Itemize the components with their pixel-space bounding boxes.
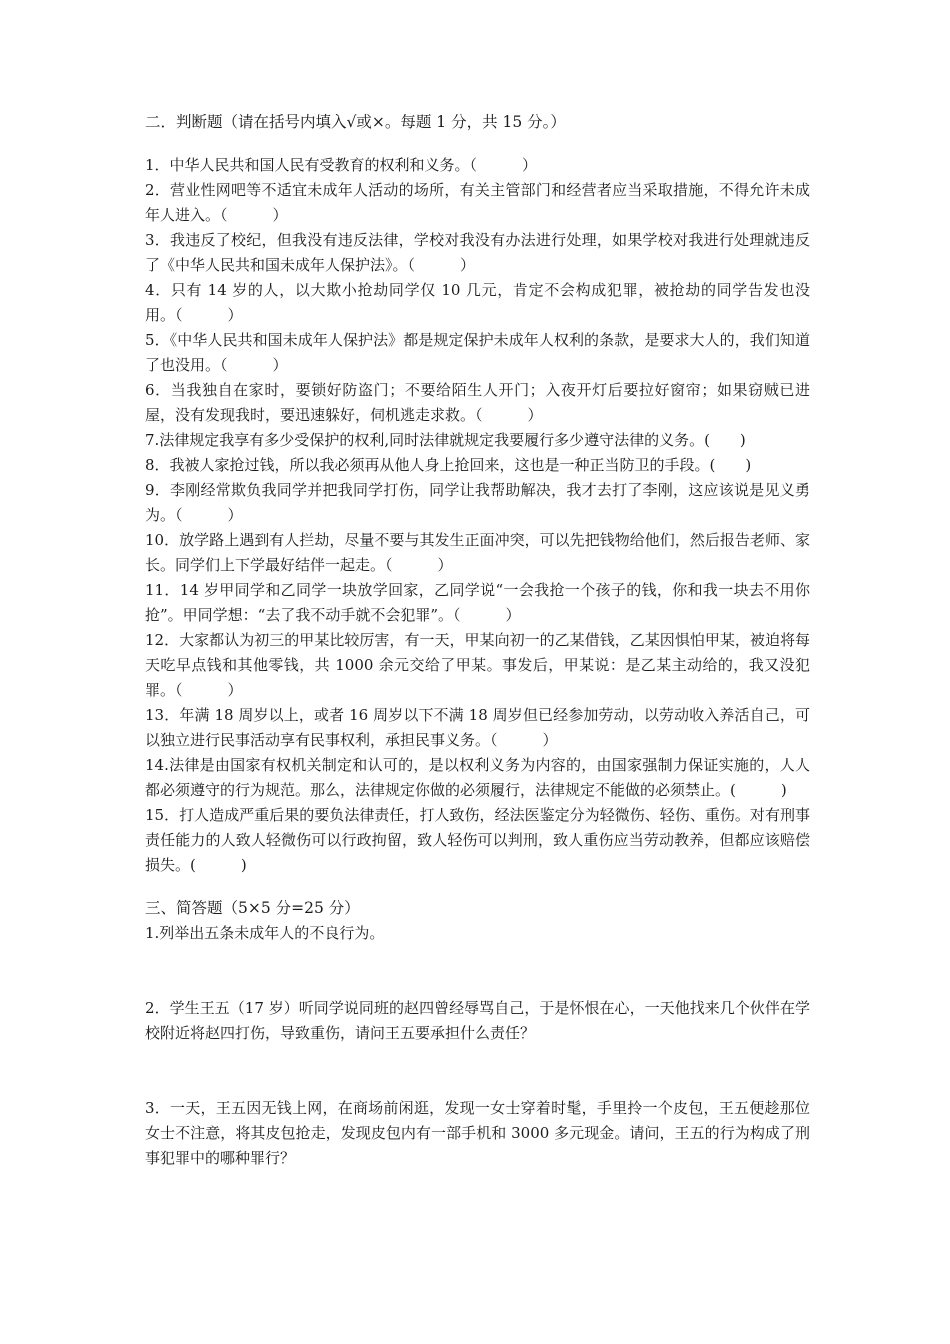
tf-item-8: 8．我被人家抢过钱，所以我必须再从他人身上抢回来，这也是一种正当防卫的手段。( ) (145, 456, 752, 474)
tf-item-12: 12．大家都认为初三的甲某比较厉害，有一天，甲某向初一的乙某借钱，乙某因惧怕甲某，被迫将每天吃早点钱和其他零钱，共 1000 余元交给了甲某。事发后，甲某说：是乙某主动给的，我又没犯罪。（ ） (145, 631, 810, 699)
short-answer-list (145, 921, 810, 1171)
tf-item-15: 15．打人造成严重后果的要负法律责任，打人致伤，经法医鉴定分为轻微伤、轻伤、重伤。对有刑事责任能力的人致人轻微伤可以行政拘留，致人轻伤可以判刑，致人重伤应当劳动教养，但都应该赔偿损失。( ) (145, 806, 810, 874)
tf-item-7: 7.法律规定我享有多少受保护的权利,同时法律就规定我要履行多少遵守法律的义务。( ) (145, 431, 746, 449)
tf-item-6: 6．当我独自在家时，要锁好防盗门；不要给陌生人开门；入夜开灯后要拉好窗帘；如果窃贼已进屋，没有发现我时，要迅速躲好，伺机逃走求救。（ ） (145, 381, 810, 424)
tf-item-9: 9．李刚经常欺负我同学并把我同学打伤，同学让我帮助解决，我才去打了李刚，这应该说是见义勇为。（ ） (145, 481, 810, 524)
tf-item-11: 11．14 岁甲同学和乙同学一块放学回家，乙同学说“一会我抢一个孩子的钱，你和我一块去不用你抢”。甲同学想：“去了我不动手就不会犯罪”。（ ） (145, 581, 810, 624)
tf-item-13: 13．年满 18 周岁以上，或者 16 周岁以下不满 18 周岁但已经参加劳动，以劳动收入养活自己，可以独立进行民事活动享有民事权利，承担民事义务。（ ） (145, 706, 810, 749)
true-false-list (145, 153, 810, 878)
tf-item-5: 5．《中华人民共和国未成年人保护法》都是规定保护未成年人权利的条款，是要求大人的，我们知道了也没用。（ ） (145, 331, 810, 374)
exam-page (145, 110, 810, 1171)
tf-item-14: 14.法律是由国家有权机关制定和认可的，是以权利义务为内容的，由国家强制力保证实施的，人人都必须遵守的行为规范。那么，法律规定你做的必须履行，法律规定不能做的必须禁止。( ) (145, 756, 810, 799)
section-3-title: 三、简答题（5×5 分=25 分） (145, 899, 360, 917)
tf-item-1: 1．中华人民共和国人民有受教育的权利和义务。（ ） (145, 156, 538, 174)
short-answer-1: 1.列举出五条未成年人的不良行为。 (145, 924, 385, 942)
tf-item-4: 4．只有 14 岁的人，以大欺小抢劫同学仅 10 几元，肯定不会构成犯罪，被抢劫的同学告发也没用。（ ） (145, 281, 810, 324)
section-2-title: 二．判断题（请在括号内填入√或×。每题 1 分，共 15 分。） (145, 113, 566, 131)
short-answer-3: 3．一天，王五因无钱上网，在商场前闲逛，发现一女士穿着时髦，手里拎一个皮包，王五便趁那位女士不注意，将其皮包抢走，发现皮包内有一部手机和 3000 多元现金。请问，王五的行为构成了刑事犯罪中的哪种罪行？ (145, 1099, 810, 1167)
short-answer-2: 2．学生王五（17 岁）听同学说同班的赵四曾经辱骂自己，于是怀恨在心，一天他找来几个伙伴在学校附近将赵四打伤，导致重伤，请问王五要承担什么责任？ (145, 999, 810, 1042)
tf-item-10: 10．放学路上遇到有人拦劫，尽量不要与其发生正面冲突，可以先把钱物给他们，然后报告老师、家长。同学们上下学最好结伴一起走。（ ） (145, 531, 810, 574)
tf-item-2: 2．营业性网吧等不适宜未成年人活动的场所，有关主管部门和经营者应当采取措施，不得允许未成年人进入。（ ） (145, 181, 810, 224)
tf-item-3: 3．我违反了校纪，但我没有违反法律，学校对我没有办法进行处理，如果学校对我进行处理就违反了《中华人民共和国未成年人保护法》。（ ） (145, 231, 810, 274)
